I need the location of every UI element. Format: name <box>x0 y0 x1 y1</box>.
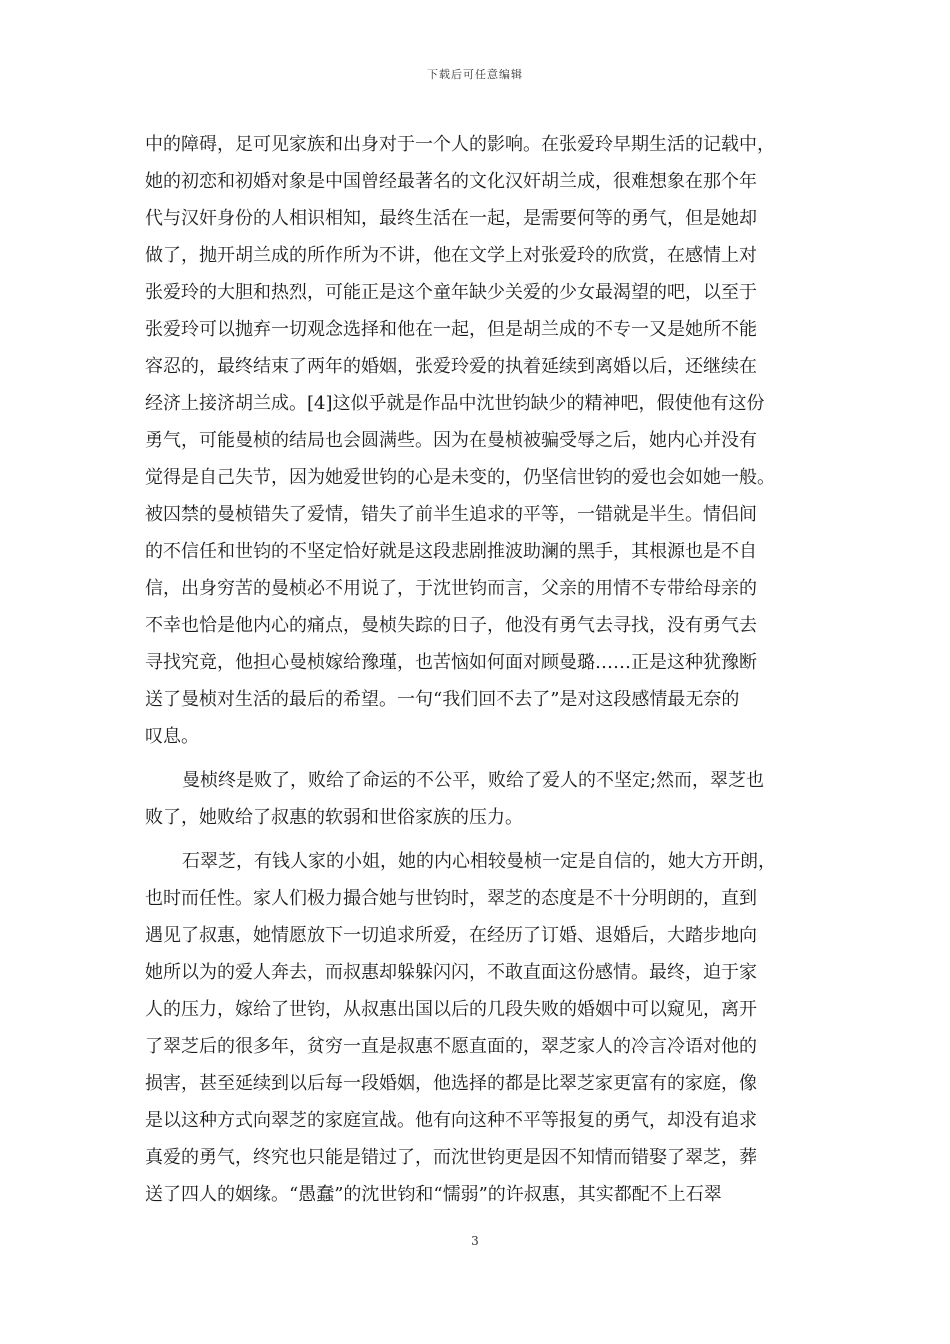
text-line: 败了，她败给了叔惠的软弱和世俗家族的压力。 <box>145 807 523 828</box>
text-line: 做了，抛开胡兰成的所作所为不讲，他在文学上对张爱玲的欣赏，在感情上对 <box>145 245 757 266</box>
text-line: 是以这种方式向翠芝的家庭宣战。他有向这种不平等报复的勇气，却没有追求 <box>145 1110 757 1131</box>
text-line: 损害，甚至延续到以后每一段婚姻，他选择的都是比翠芝家更富有的家庭，像 <box>145 1073 757 1094</box>
document-body <box>145 126 810 1213</box>
text-line: 遇见了叔惠，她情愿放下一切追求所爱，在经历了订婚、退婚后，大踏步地向 <box>145 925 757 946</box>
text-line: 叹息。 <box>145 726 199 747</box>
text-line: 被囚禁的曼桢错失了爱情，错失了前半生追求的平等，一错就是半生。情侣间 <box>145 504 757 525</box>
text-line: 勇气，可能曼桢的结局也会圆满些。因为在曼桢被骗受辱之后，她内心并没有 <box>145 430 757 451</box>
text-line: 曼桢终是败了，败给了命运的不公平，败给了爱人的不坚定;然而，翠芝也 <box>182 770 765 791</box>
text-line: 觉得是自己失节，因为她爱世钧的心是未变的，仍坚信世钧的爱也会如她一般。 <box>145 467 775 488</box>
text-line: 她所以为的爱人奔去，而叔惠却躲躲闪闪，不敢直面这份感情。最终，迫于家 <box>145 962 757 983</box>
text-line: 了翠芝后的很多年，贫穷一直是叔惠不愿直面的，翠芝家人的冷言冷语对他的 <box>145 1036 757 1057</box>
text-line: 信，出身穷苦的曼桢必不用说了，于沈世钧而言，父亲的用情不专带给母亲的 <box>145 578 757 599</box>
text-line: 经济上接济胡兰成。[4]这似乎就是作品中沈世钧缺少的精神吧，假使他有这份 <box>145 393 765 414</box>
text-line: 她的初恋和初婚对象是中国曾经最著名的文化汉奸胡兰成，很难想象在那个年 <box>145 171 757 192</box>
text-line: 代与汉奸身份的人相识相知，最终生活在一起，是需要何等的勇气，但是她却 <box>145 208 757 229</box>
paragraph <box>145 843 810 1213</box>
paragraph <box>145 126 810 755</box>
page-header: 下载后可任意编辑 <box>427 68 523 81</box>
text-line: 容忍的，最终结束了两年的婚姻，张爱玲爱的执着延续到离婚以后，还继续在 <box>145 356 757 377</box>
text-line: 石翠芝，有钱人家的小姐，她的内心相较曼桢一定是自信的，她大方开朗， <box>182 851 776 872</box>
text-line: 不幸也恰是他内心的痛点，曼桢失踪的日子，他没有勇气去寻找，没有勇气去 <box>145 615 757 636</box>
paragraph <box>145 762 810 836</box>
text-line: 寻找究竟，他担心曼桢嫁给豫瑾，也苦恼如何面对顾曼璐……正是这种犹豫断 <box>145 652 757 673</box>
text-line: 也时而任性。家人们极力撮合她与世钧时，翠芝的态度是不十分明朗的，直到 <box>145 888 757 909</box>
text-line: 的不信任和世钧的不坚定恰好就是这段悲剧推波助澜的黑手，其根源也是不自 <box>145 541 757 562</box>
paragraph-spacer <box>145 836 810 843</box>
text-line: 中的障碍，足可见家族和出身对于一个人的影响。在张爱玲早期生活的记载中， <box>145 134 775 155</box>
text-line: 真爱的勇气，终究也只能是错过了，而沈世钧更是因不知情而错娶了翠芝，葬 <box>145 1147 757 1168</box>
text-line: 送了曼桢对生活的最后的希望。一句“我们回不去了”是对这段感情最无奈的 <box>145 689 740 710</box>
text-line: 张爱玲的大胆和热烈，可能正是这个童年缺少关爱的少女最渴望的吧，以至于 <box>145 282 757 303</box>
page-number: 3 <box>471 1234 479 1248</box>
text-line: 张爱玲可以抛弃一切观念选择和他在一起，但是胡兰成的不专一又是她所不能 <box>145 319 757 340</box>
text-line: 人的压力，嫁给了世钧，从叔惠出国以后的几段失败的婚姻中可以窥见，离开 <box>145 999 757 1020</box>
text-line: 送了四人的姻缘。“愚蠢”的沈世钧和“懦弱”的许叔惠，其实都配不上石翠 <box>145 1184 722 1205</box>
paragraph-spacer <box>145 755 810 762</box>
